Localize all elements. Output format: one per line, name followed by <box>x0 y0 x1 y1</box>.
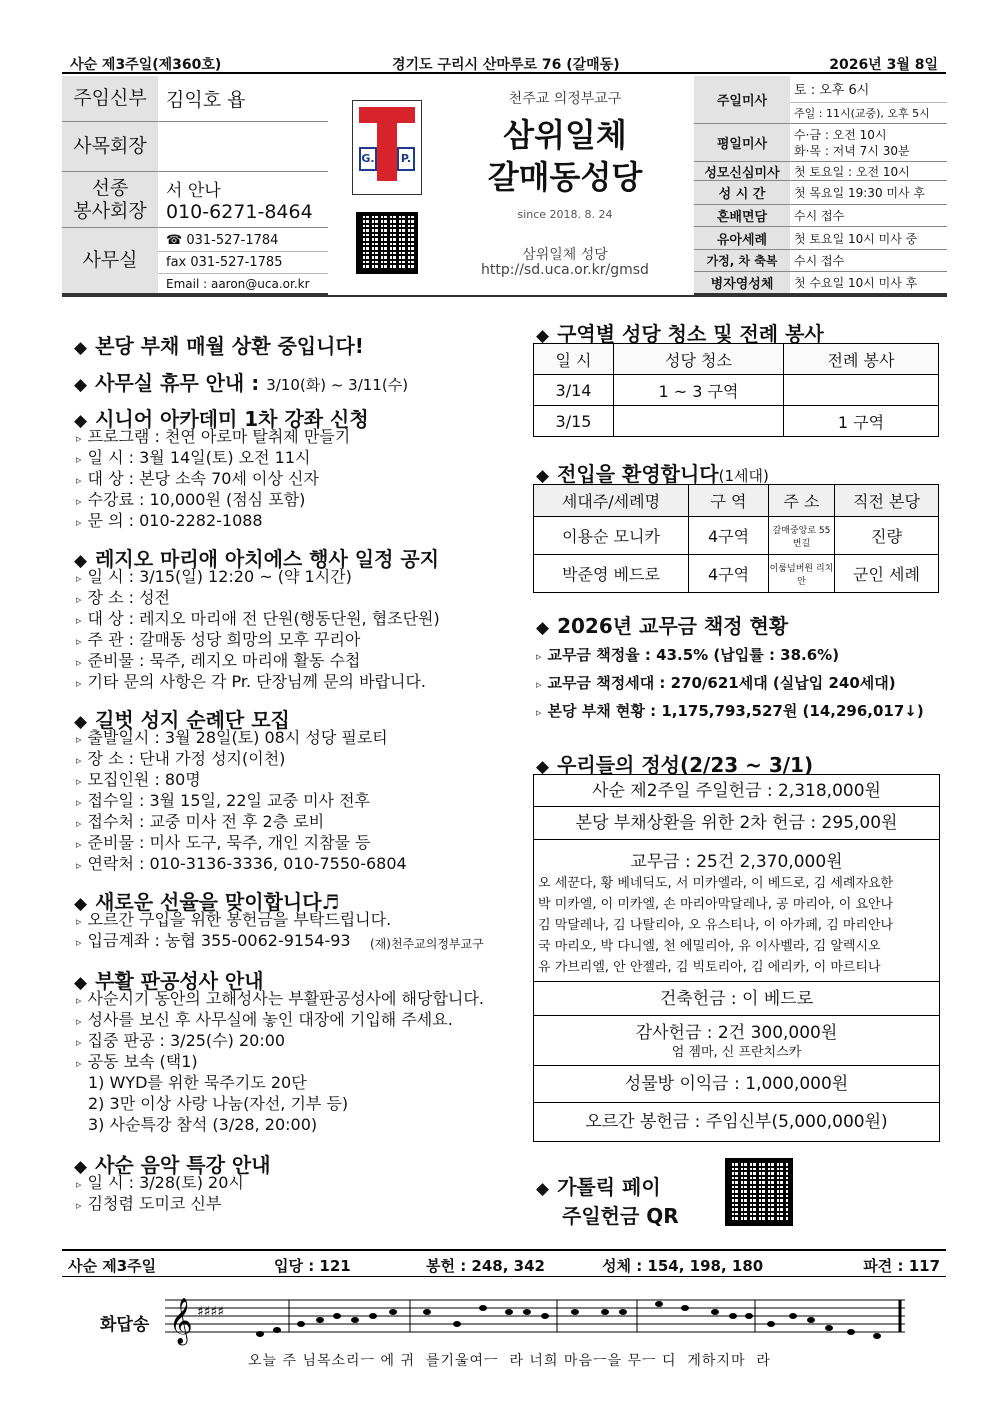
organ-title: ◆ 새로운 선율을 맞이합니다♬ <box>74 890 340 914</box>
penance-option: 2) 3만 이상 사랑 나눔(자선, 기부 등) <box>88 1094 349 1113</box>
mass-schedule: 주일미사 토 : 오후 6시 주일 : 11시(교중), 오후 5시 평일미사 수·금 : 오전 10시 화·목 : 저녁 7시 30분 성모신심미사 첫 토요일 : 오전 10시 성 시 간 첫 목요일 19:30 미사 후 혼배면담 수시 접수 유아세례 첫 토요일 10시 미사 중 가정, 차 축복 수시 접수 병자영성체 첫 수요일 10시 미사 후 <box>694 76 947 295</box>
mission-name: 서 안나 <box>166 181 221 201</box>
cleaning-title: ◆ 구역별 성당 청소 및 전례 봉사 <box>536 322 824 346</box>
address: 경기도 구리시 산마루로 76 (갈매동) <box>392 57 620 73</box>
list-item: ▹ 프로그램 : 천연 아로마 탈취제 만들기 <box>76 427 351 446</box>
list-item: ▹ 모집인원 : 80명 <box>76 770 201 789</box>
list-item: ▹ 김청렴 도미코 신부 <box>76 1194 222 1213</box>
list-item: ▹ 입금계좌 : 농협 355-0062-9154-93 <box>76 931 351 950</box>
bullet-icon: ▹ <box>76 1057 82 1070</box>
list-item: ▹ 사순시기 동안의 고해성사는 부활판공성사에 해당합니다. <box>76 989 484 1008</box>
offering-box: 사순 제2주일 주일헌금 : 2,318,000원 본당 부채상환을 위한 2차 헌금 : 295,00원 교무금 : 25건 2,370,000원 오 세꾼다, 황 베네딕도, 서 미카엘라, 이 베드로, 김 세례자요한 박 미카엘, 이 미카엘, 손 마리아막달레나, 공 마리아, 이 요안나 김 막달레나, 김 나탈리아, 오 유스티나, 이 아가페, 김 마리안나 국 마리오, 박 다니엘, 천 에밀리아, 유 이사벨라, 김 알렉시오 유 가브리엘, 안 안젤라, 김 빅토리아, 김 에리카, 이 마르티나 건축헌금 : 이 베드로 감사헌금 : 2건 300,000원 엄 젬마, 신 프란치스카 성물방 이익금 : 1,000,000원 오르간 봉헌금 : 주임신부(5,000,000원) <box>533 774 940 1142</box>
council-label: 사목회장 <box>62 122 158 171</box>
senior-academy-title: ◆ 시니어 아카데미 1차 강좌 신청 <box>74 407 369 431</box>
list-item: ▹ 오르간 구입을 위한 봉헌금을 부탁드립니다. <box>76 910 392 929</box>
bullet-icon: ▹ <box>76 1199 82 1212</box>
header-divider <box>62 295 947 297</box>
list-item: ▹ 준비물 : 묵주, 레지오 마리애 활동 수첩 <box>76 651 361 670</box>
since: since 2018. 8. 24 <box>517 208 613 221</box>
penance-option: 3) 사순특강 참석 (3/28, 20:00) <box>88 1115 318 1134</box>
welcome-title: ◆ 전입을 환영합니다(1세대) <box>536 462 769 486</box>
list-item: ▹ 출발일시 : 3월 28일(토) 08시 성당 필로티 <box>76 728 388 747</box>
website-qr-code[interactable] <box>356 212 418 274</box>
bullet-icon: ▹ <box>76 1178 82 1191</box>
pilgrimage-title: ◆ 길벗 성지 순례단 모집 <box>74 708 290 732</box>
legio-title: ◆ 레지오 마리애 아치에스 행사 일정 공지 <box>74 547 440 571</box>
bullet-icon: ▹ <box>76 495 82 508</box>
svg-text:♯♯♯♯: ♯♯♯♯ <box>197 1304 225 1320</box>
donor-names: 김 막달레나, 김 나탈리아, 오 유스티나, 이 아가페, 김 마리안나 <box>538 918 894 933</box>
quota-item-2: ▹ 교무금 책정세대 : 270/621세대 (실납입 240세대) <box>536 674 896 692</box>
quota-title: ◆ 2026년 교무금 책정 현황 <box>536 614 789 638</box>
list-item: ▹ 장 소 : 성전 <box>76 588 171 607</box>
top-bar <box>62 52 946 74</box>
bullet-icon: ▹ <box>76 453 82 466</box>
bullet-icon: ▹ <box>76 775 82 788</box>
pastor-label: 주임신부 <box>62 76 158 121</box>
donor-names: 오 세꾼다, 황 베네딕도, 서 미카엘라, 이 베드로, 김 세례자요한 <box>538 876 894 891</box>
bullet-icon: ▹ <box>76 474 82 487</box>
list-item: ▹ 연락처 : 010-3136-3336, 010-7550-6804 <box>76 854 407 873</box>
bullet-icon: ▹ <box>76 1015 82 1028</box>
issue-date: 2026년 3월 8일 <box>829 57 938 73</box>
psalm-staff <box>165 1290 905 1350</box>
catholic-pay-title: ◆ 가톨릭 페이 <box>536 1175 661 1199</box>
bullet-icon: ▹ <box>76 572 82 585</box>
list-item: ▹ 일 시 : 3/28(토) 20시 <box>76 1173 244 1192</box>
list-item: ▹ 준비물 : 미사 도구, 묵주, 개인 지참물 등 <box>76 833 371 852</box>
office-tel: ☎ 031-527-1784 <box>158 231 328 252</box>
confession-title: ◆ 부활 판공성사 안내 <box>74 969 264 993</box>
bullet-icon: ▹ <box>76 817 82 830</box>
debt-notice-title: ◆ 본당 부채 매월 상환 중입니다! <box>74 334 364 358</box>
list-item: ▹ 대 상 : 레지오 마리애 전 단원(행동단원, 협조단원) <box>76 609 440 628</box>
donor-names: 국 마리오, 박 다니엘, 천 에밀리아, 유 이사벨라, 김 알렉시오 <box>538 939 881 954</box>
office-email: Email : aaron@uca.or.kr <box>166 277 310 291</box>
list-item: ▹ 공동 보속 (택1) <box>76 1052 198 1071</box>
site-name: 삼위일체 성당 <box>522 247 608 263</box>
parish-title-2: 갈매동성당 <box>487 158 643 196</box>
list-item: ▹ 대 상 : 본당 소속 70세 이상 신자 <box>76 469 319 488</box>
bullet-icon: ▹ <box>76 915 82 928</box>
psalm-label: 화답송 <box>100 1315 150 1335</box>
penance-option: 1) WYD를 위한 묵주기도 20단 <box>88 1073 307 1092</box>
parish-logo: G. P. <box>352 100 422 195</box>
list-item: ▹ 접수처 : 교중 미사 전 후 2층 로비 <box>76 812 325 831</box>
mission-phone: 010-6271-8464 <box>166 201 313 223</box>
welcome-table: 세대주/세례명 구 역 주 소 직전 본당 이용순 모니카 4구역 갈매중앙로 55번길 진량 박준영 베드로 4구역 이룸넘버원 리치안 군인 세례 <box>533 484 939 593</box>
bullet-icon: ▹ <box>76 432 82 445</box>
list-item: ▹ 접수일 : 3월 15일, 22일 교중 미사 전후 <box>76 791 370 810</box>
bullet-icon: ▹ <box>76 593 82 606</box>
mission-label: 선종 봉사회장 <box>62 172 158 227</box>
list-item: ▹ 일 시 : 3/15(일) 12:20 ~ (약 1시간) <box>76 567 352 586</box>
list-item: ▹ 문 의 : 010-2282-1088 <box>76 511 263 530</box>
bullet-icon: ▹ <box>76 994 82 1007</box>
offering-qr-code[interactable] <box>725 1158 793 1226</box>
parish-title-1: 삼위일체 <box>503 116 627 154</box>
mass-hymns-bar: 사순 제3주일 입당 : 121 봉헌 : 248, 342 성체 : 154, 198, 180 파견 : 117 <box>62 1249 946 1277</box>
bullet-icon: ▹ <box>76 516 82 529</box>
donor-names: 유 가브리엘, 안 안젤라, 김 빅토리아, 김 에리카, 이 마르티나 <box>538 960 881 975</box>
account-holder: (재)천주교의정부교구 <box>370 937 484 951</box>
list-item: ▹ 기타 문의 사항은 각 Pr. 단장님께 문의 바랍니다. <box>76 672 426 691</box>
bullet-icon: ▹ <box>76 754 82 767</box>
bullet-icon: ▹ <box>76 677 82 690</box>
council-value <box>158 122 328 171</box>
offering-title: ◆ 우리들의 정성(2/23 ~ 3/1) <box>536 753 814 777</box>
list-item: ▹ 성사를 보신 후 사무실에 놓인 대장에 기입해 주세요. <box>76 1010 453 1029</box>
bullet-icon: ▹ <box>76 656 82 669</box>
site-url[interactable]: http://sd.uca.or.kr/gmsd <box>481 262 649 278</box>
bullet-icon: ▹ <box>76 635 82 648</box>
cleaning-table: 일 시 성당 청소 전례 봉사 3/14 1 ~ 3 구역 3/15 1 구역 <box>533 343 939 437</box>
list-item: ▹ 장 소 : 단내 가정 성지(이천) <box>76 749 286 768</box>
office-label: 사무실 <box>62 228 158 293</box>
bullet-icon: ▹ <box>76 733 82 746</box>
psalm-lyrics: 오늘 주 님목소리ㅡ 에 귀 를기울여ㅡ 라 너희 마음ㅡ을 무ㅡ 디 게하지마 라 <box>248 1353 771 1369</box>
catholic-pay-subtitle: 주일헌금 QR <box>562 1204 679 1228</box>
bullet-icon: ▹ <box>76 1036 82 1049</box>
office-closed-title: ◆ 사무실 휴무 안내 : 3/10(화) ~ 3/11(수) <box>74 371 409 395</box>
list-item: ▹ 주 관 : 갈매동 성당 희망의 모후 꾸리아 <box>76 630 361 649</box>
donor-names: 박 미카엘, 이 미카엘, 손 마리아막달레나, 공 마리아, 이 요안나 <box>538 897 894 912</box>
bullet-icon: ▹ <box>76 859 82 872</box>
bullet-icon: ▹ <box>76 838 82 851</box>
staff-info <box>62 76 328 295</box>
bullet-icon: ▹ <box>76 936 82 949</box>
office-fax: fax 031-527-1785 <box>158 253 328 274</box>
diocese: 천주교 의정부교구 <box>508 91 622 107</box>
bullet-icon: ▹ <box>76 796 82 809</box>
music-lecture-title: ◆ 사순 음악 특강 안내 <box>74 1153 271 1177</box>
quota-item-3: ▹ 본당 부채 현황 : 1,175,793,527원 (14,296,017↓) <box>536 702 924 720</box>
list-item: ▹ 수강료 : 10,000원 (점심 포함) <box>76 490 306 509</box>
list-item: ▹ 집중 판공 : 3/25(수) 20:00 <box>76 1031 286 1050</box>
pastor-value: 김익호 욥 <box>166 89 246 111</box>
list-item: ▹ 일 시 : 3월 14일(토) 오전 11시 <box>76 448 311 467</box>
svg-text:𝄞: 𝄞 <box>169 1298 193 1344</box>
issue-label: 사순 제3주일(제360호) <box>70 57 222 73</box>
quota-item-1: ▹ 교무금 책정율 : 43.5% (납입률 : 38.6%) <box>536 646 840 664</box>
bullet-icon: ▹ <box>76 614 82 627</box>
